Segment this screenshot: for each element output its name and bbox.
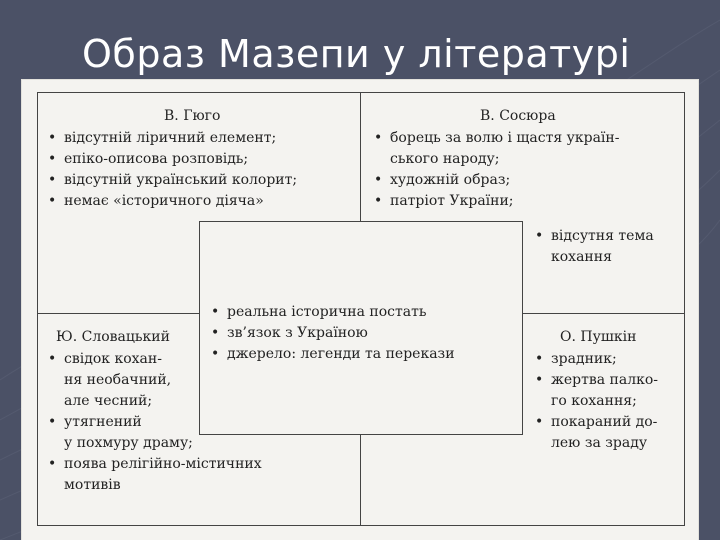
sosiura-list (372, 128, 619, 212)
list-item: • зрадник; (533, 349, 658, 370)
author-slovatskyi: Ю. Словацький (56, 329, 170, 345)
list-item: • патріот України; (372, 191, 619, 212)
hugo-list (46, 128, 297, 212)
list-item: • епіко-описова розповідь; (46, 149, 297, 170)
list-item: • відсутній український колорит; (46, 170, 297, 191)
list-item: • жертва палко- го кохання; (533, 370, 658, 412)
list-item: • свідок кохан- ня необачний, але чесний; (46, 349, 262, 412)
slovatskyi-list (46, 349, 262, 496)
list-item: • борець за волю і щастя україн- ського народу; (372, 128, 619, 170)
author-pushkin: О. Пушкін (560, 329, 637, 345)
list-item: • художній образ; (372, 170, 619, 191)
slide-title: Образ Мазепи у літературі (82, 32, 631, 76)
author-hugo: В. Гюго (164, 108, 221, 124)
list-item: • відсутній ліричний елемент; (46, 128, 297, 149)
list-item: • джерело: легенди та перекази (209, 344, 455, 365)
list-item: • покараний до- лею за зраду (533, 412, 658, 454)
list-item: • реальна історична постать (209, 302, 455, 323)
sosiura-extra-list (533, 226, 654, 268)
pushkin-list (533, 349, 658, 454)
list-item: • зв’язок з Україною (209, 323, 455, 344)
list-item: • утягнений у похмуру драму; (46, 412, 262, 454)
list-item: • немає «історичного діяча» (46, 191, 297, 212)
list-item: • відсутня тема кохання (533, 226, 654, 268)
list-item: • поява релігійно-містичних мотивів (46, 454, 262, 496)
author-sosiura: В. Сосюра (480, 108, 556, 124)
